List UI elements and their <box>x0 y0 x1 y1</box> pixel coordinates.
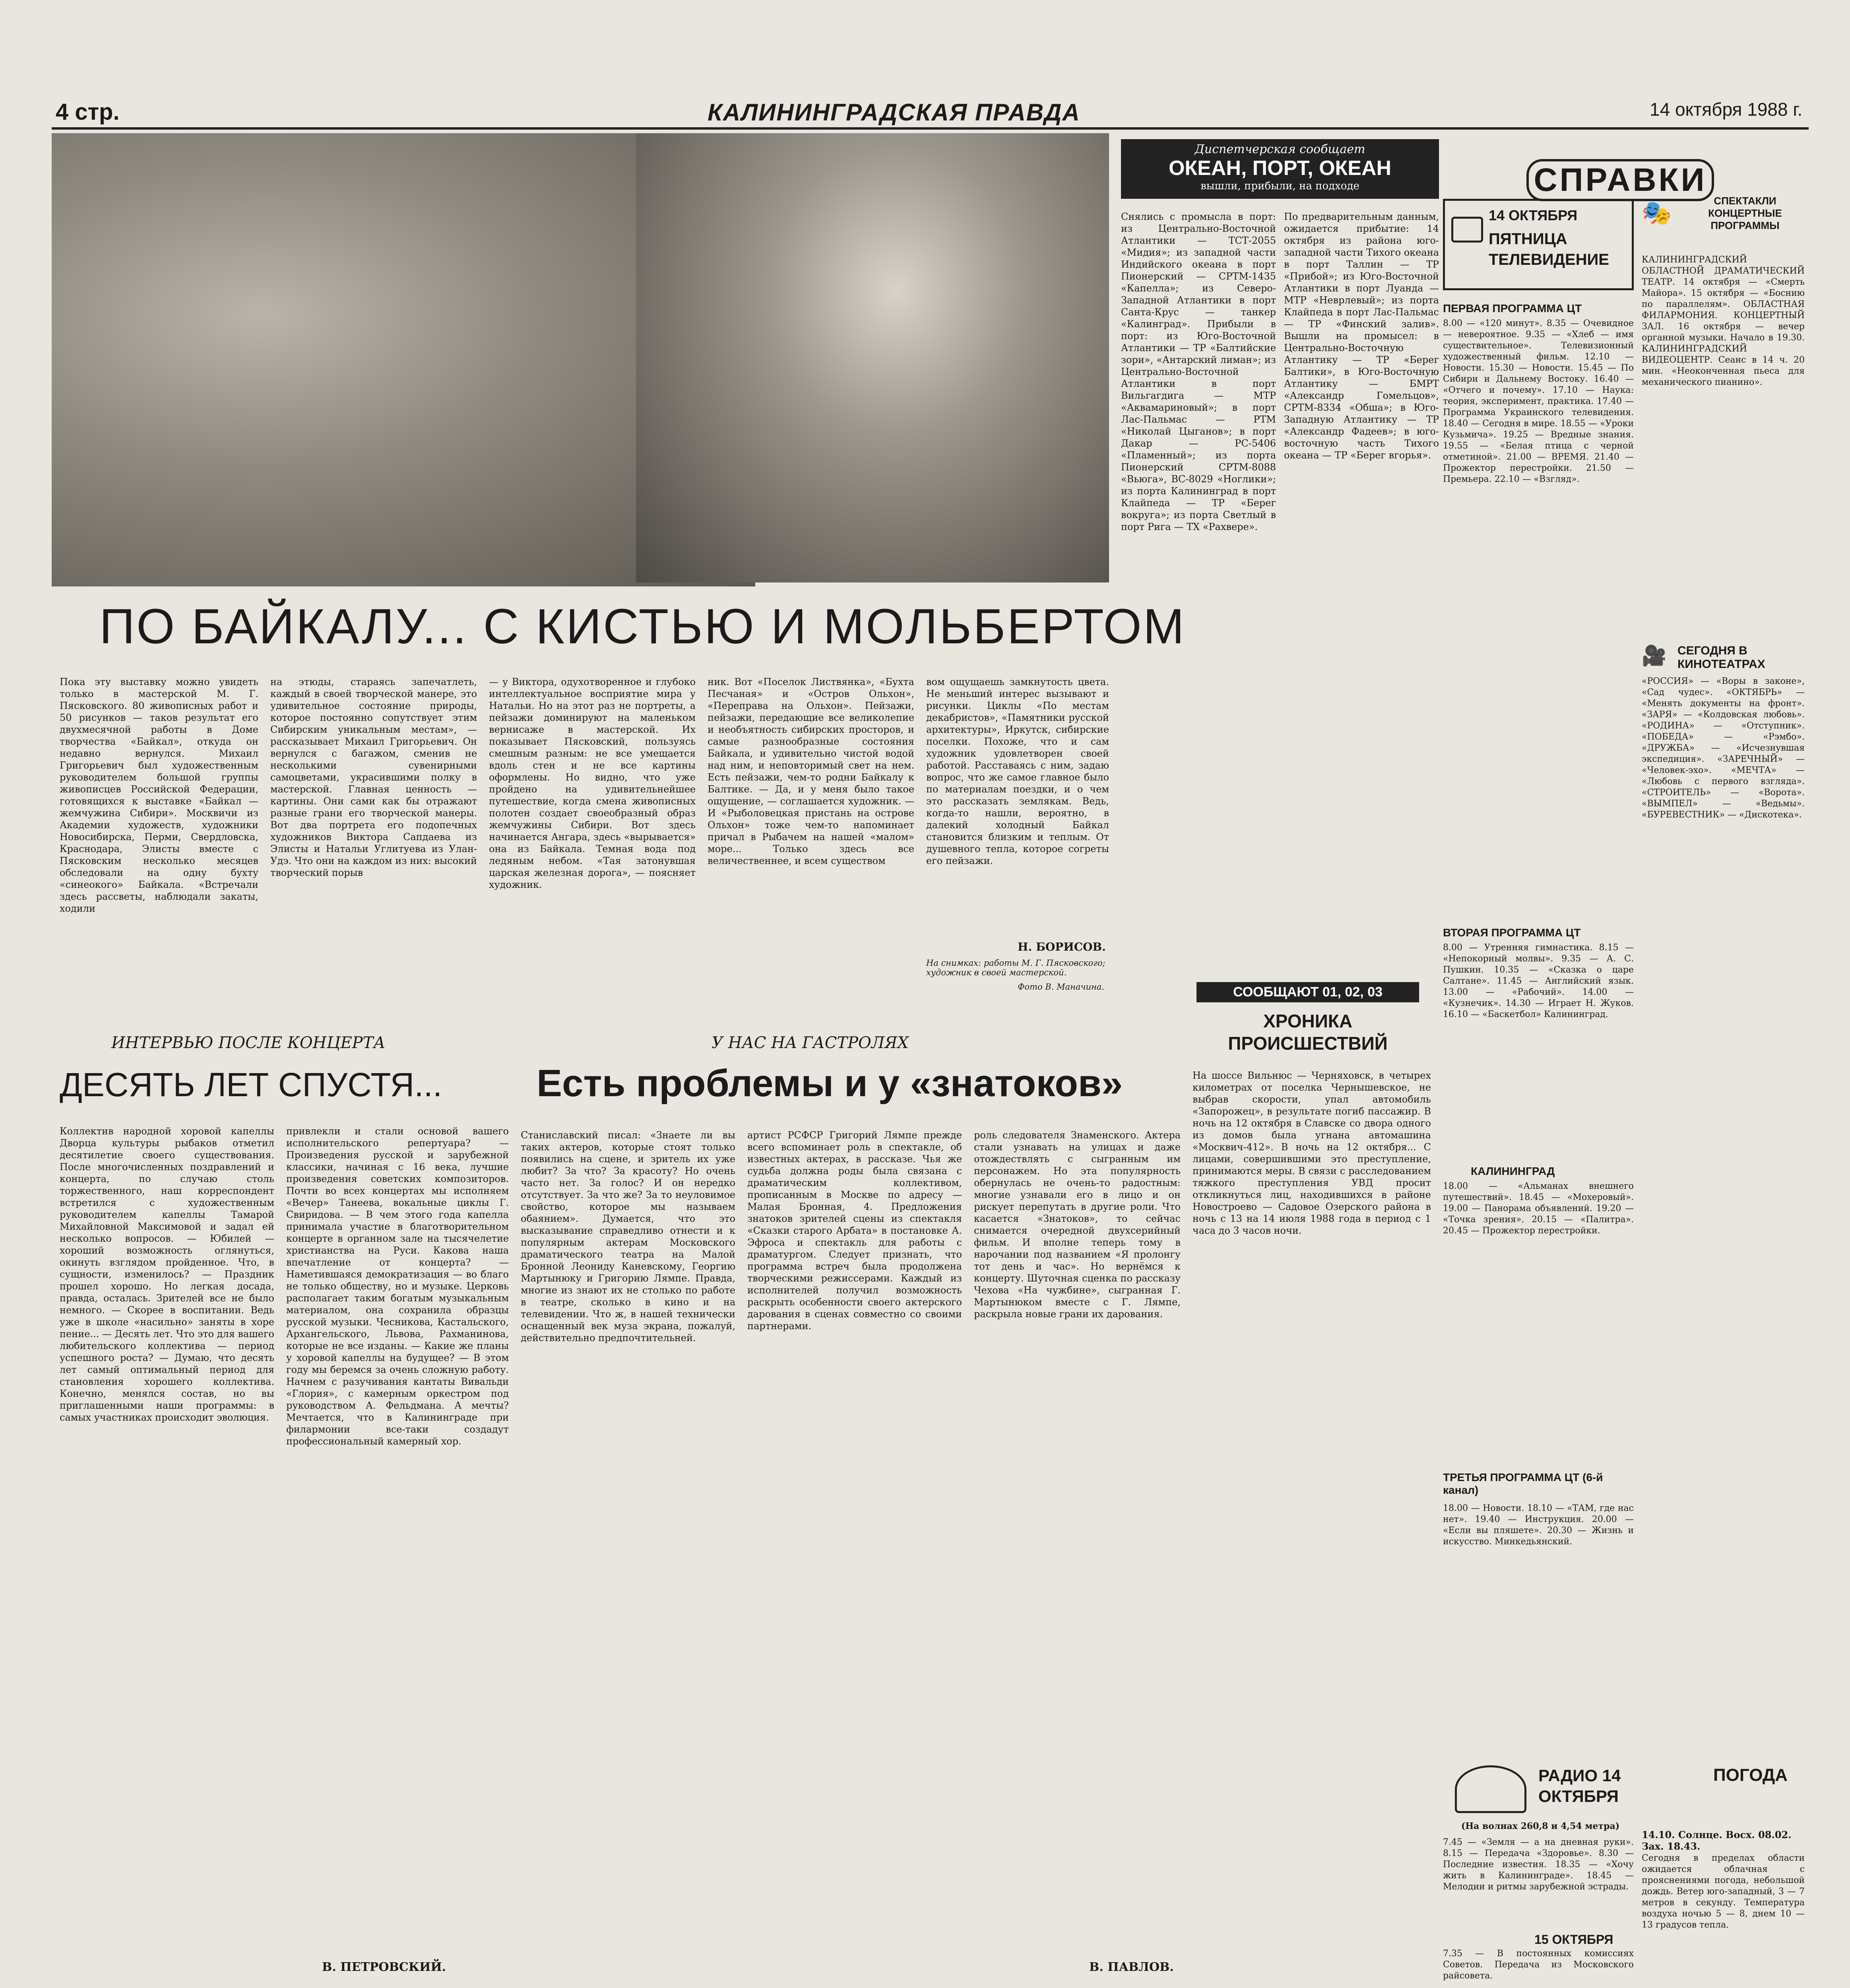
tv-third-program: 18.00 — Новости. 18.10 — «ТАМ, где нас нет». 19.40 — Инструкция. 20.00 — «Если вы пляшете». 20.30 — Жизнь и искусство. Минкедьянский. <box>1443 1503 1634 1547</box>
tv-kld-program: 18.00 — «Альманах внешнего путешествий». 18.45 — «Мохеровый». 19.00 — Панорама объявлений. 19.20 — «Точка зрения». 20.15 — «Палитра». 20.45 — Прожектор перестройки. <box>1443 1181 1634 1236</box>
header-rule <box>52 127 1809 130</box>
baikal-title: ПО БАЙКАЛУ... С КИСТЬЮ И МОЛЬБЕРТОМ <box>99 599 1186 654</box>
tv-first-program: 8.00 — «120 минут». 8.35 — Очевидное — невероятное. 9.35 — «Хлеб — имя существительное». Телевизионный художественный фильм. 12.10 — Новости. 15.30 — Новости. 15.45 — По Сибири и Дальнему Востоку. 16.40 — «Отчего и почему». 17.10 — Наука: теория, эксперимент, практика. 17.40 — Программа Украинского телевидения. 18.40 — Сегодня в мире. 18.55 — «Уроки Кузьмича». 19.25 — Вредные знания. 19.55 — «Белая птица с черной отметиной». 21.00 — ВРЕМЯ. 21.40 — Прожектор перестройки. 21.50 — Премьера. 22.10 — «Взгляд». <box>1443 318 1634 484</box>
page-date: 14 октября 1988 г. <box>1650 99 1803 120</box>
theatres-head: СПЕКТАКЛИ КОНЦЕРТНЫЕ ПРОГРАММЫ <box>1708 195 1782 231</box>
page-number: 4 стр. <box>56 99 120 125</box>
weather-text: Сегодня в пределах области ожидается облачная с прояснениями погода, небольшой дождь. Ветер юго-западный, 3 — 7 метров в секунду. Температура воздуха ночью 5 — 8, днем 10 — 13 градусов тепла. <box>1642 1853 1805 1930</box>
weather-sub: 14.10. Солнце. Восх. 08.02. Зах. 18.43. <box>1642 1829 1792 1852</box>
baikal-col-1: Пока эту выставку можно увидеть только в мастерской М. Г. Пясковского. 80 живописных работ и 50 рисунков — таков результат его двухмесячной работы в Доме творчества «Байкал», откуда он недавно вернулся. Михаил Григорьевич был художественным руководителем большой группы живописцев Российской Федерации, готовящихся к выставке «Байкал — жемчужина Сибири». Москвичи из Академии художеств, художники Новосибирска, Перми, Свердловска, Краснодара, Элисты вместе с Пясковским несколько месяцев обследовали на одну бухту «синеокого» Байкала. «Встречали здесь рассветы, наблюдали закаты, ходили <box>60 676 258 914</box>
ocean-title: ОКЕАН, ПОРТ, ОКЕАН <box>1168 157 1392 180</box>
theatre-masks-icon: 🎭 <box>1642 199 1672 227</box>
radio-wave: (На волнах 260,8 и 4,54 метра) <box>1461 1821 1620 1831</box>
theatres-text: КАЛИНИНГРАДСКИЙ ОБЛАСТНОЙ ДРАМАТИЧЕСКИЙ ТЕАТР. 14 октября — «Смерть Майора». 15 октября — «Боснию по параллелям». ОБЛАСТНАЯ ФИЛАРМОНИЯ. КОНЦЕРТНЫЙ ЗАЛ. 16 октября — вечер органной музыки. Начало в 19.30. КАЛИНИНГРАДСКИЙ ВИДЕОЦЕНТР. Сеанс в 14 ч. 20 мин. «Неоконченная пьеса для механического пианино». <box>1642 255 1805 387</box>
interview-col-2: привлекли и стали основой вашего исполнительского репертуара? — Произведения русской и зарубежной классики, начиная с 16 века, лучшие произведения советских композиторов. Почти во всех концертах мы исполняем «Вечер» Танеева, вокальные циклы Г. Свиридова. — В чем этого года капелла принимала участие в благотворительном концерте в органном зале на тысячелетие христианства на Руси. Какова наша впечатление от концерта? — Наметившаяся демократизация — во благо не только обществу, но и музыке. Церковь располагает таким богатым музыкальным материалом, она сохранила образцы русской музыки. Чесникова, Кастальского, Архангельского, Львова, Рахманинова, которые не все изданы. — Какие же планы у хоровой капеллы на будущее? — В этом году мы беремся за очень сложную работу. Начнем с разучивания кантаты Вивальди «Глория», с камерным оркестром под руководством А. Фельдмана. А мечты? Мечтается, что в Калининграде при филармонии все-таки создадут профессиональный камерный хор. <box>286 1126 509 1447</box>
baikal-col-3: — у Виктора, одухотворенное и глубоко интеллектуальное восприятие мира у Натальи. Но на этот раз не портреты, а пейзажи доминируют на маленьком вернисаже в мастерской. Их показывает Пясковский, пользуясь смешным разным: не все умещается вдоль стен и не все картины оформлены. Но видно, что уже пройдено на удивительнейшее путешествие, когда смена живописных полотен создает своеобразный образ жемчужины Сибири. Вот здесь начинается Ангара, здесь «вырывается» она из Байкала. Темная вода под ледяным небом. «Тая затонувшая царская железная дорога», — поясняет художник. <box>489 676 696 890</box>
radio-icon <box>1455 1765 1526 1813</box>
tv-icon <box>1451 217 1483 243</box>
ocean-col-1: Снялись с промысла в порт: из Центрально-Восточной Атлантики — ТСТ-2055 «Мидия»; из западной части Индийского океана в порт Пионерский — СРТМ-1435 «Капелла»; из Северо-Западной Атлантики в порт Санта-Крус — танкер «Калинград». Прибыли в порт: из Юго-Восточной Атлантики — ТР «Балтийские зори», «Антарский лиман»; из Центрально-Восточной Атлантики в порт Вильгагдига — МТР «Аквамариновый»; в порт Лас-Пальмас — РТМ «Николай Цыганов»; в порт Дакар — РС-5406 «Пламенный»; из порта Пионерский СРТМ-8088 «Вьюга», ВС-8029 «Ноглики»; из порта Калининград в порт Клайпеда — ТР «Берег вокруга»; из порта Светлый в порт Рига — ТХ «Рахвере». <box>1121 211 1276 532</box>
ocean-kicker: Диспетчерская сообщает <box>1195 142 1365 156</box>
cinema-icon: 🎥 <box>1642 644 1667 667</box>
tv-second-head: ВТОРАЯ ПРОГРАММА ЦТ <box>1443 926 1581 939</box>
ocean-col-2: По предварительным данным, ожидается прибытие: 14 октября из района юго-западной части Тихого океана в порт Таллин — ТР «Прибой»; из Юго-Восточной Атлантики в порт Луанда — МТР «Неврлевый»; из порта Клайпеда в порт Лас-Пальмас — ТР «Финский залив». Вышли на промысел: в Центрально-Восточную Атлантику — ТР «Берег Балтики», в Юго-Восточную Атлантику — БМРТ «Александр Гомельцов», СРТМ-8334 «Обша»; в Юго-Западную Атлантику — ТР «Александр Фадеев»; в юго-восточную часть Тихого океана — ТР «Берег вгорья». <box>1284 211 1439 461</box>
cinema-head: СЕГОДНЯ В КИНОТЕАТРАХ <box>1677 644 1765 671</box>
baikal-col-2: на этюды, стараясь запечатлеть, каждый в своей творческой манере, это удивительное состояние природы, которое постоянно сопутствует этим Сибирским уникальным местам», — рассказывает Михаил Григорьевич. Он вернулся с багажом, сменив не несколькими сувенирными самоцветами, украсившими полку в мастерской. Главная ценность — картины. Они сами как бы отражают разные грани его творческой манеры. Вот два портрета его подопечных художников Виктора Сапдаева из Элисты и Натальи Углитуева из Улан-Удэ. Что они на каждом из них: высокий творческий порыв <box>270 676 477 878</box>
chronicle-title: ХРОНИКА ПРОИСШЕСТВИЙ <box>1228 1011 1388 1054</box>
theatre-title: Есть проблемы и у «знатоков» <box>537 1062 1123 1105</box>
interview-title: ДЕСЯТЬ ЛЕТ СПУСТЯ... <box>60 1066 442 1103</box>
radio-title: РАДИО 14 ОКТЯБРЯ <box>1538 1766 1621 1806</box>
artist-portrait-photo <box>636 133 1109 582</box>
chronicle-kicker: СООБЩАЮТ 01, 02, 03 <box>1196 982 1419 1002</box>
tv-date: 14 ОКТЯБРЯ <box>1489 207 1578 223</box>
tv-third-head: ТРЕТЬЯ ПРОГРАММА ЦТ (6-й канал) <box>1443 1471 1603 1496</box>
cinema-text: «РОССИЯ» — «Воры в законе», «Сад чудес». «ОКТЯБРЬ» — «Менять документы на фронт». «ЗАРЯ» — «Колдовская любовь». «РОДИНА» — «Отступник». «ПОБЕДА» — «Рэмбо». «ДРУЖБА» — «Исчезнувшая экспедиция». «ЗАРЕЧНЫЙ» — «Человек-эхо». «МЕЧТА» — «Любовь с первого взгляда». «СТРОИТЕЛЬ» — «Ворота». «ВЫМПЕЛ» — «Ведьмы». «БУРЕВЕСТНИК» — «Дискотека». <box>1642 676 1805 820</box>
spravki-title: СПРАВКИ <box>1526 159 1714 201</box>
ocean-subtitle: вышли, прибыли, на подходе <box>1200 180 1359 192</box>
baikal-caption: На снимках: работы М. Г. Пясковского; художник в своей мастерской. <box>926 958 1105 977</box>
radio-program: 7.45 — «Земля — а на дневная руки». 8.15 — Передача «Здоровье». 8.30 — Последние известия. 18.35 — «Хочу жить в Калининграде». 18.45 — Мелодии и ритмы зарубежной эстрады. <box>1443 1837 1634 1892</box>
weather-head: ПОГОДА <box>1713 1765 1788 1785</box>
radio-program2: 7.35 — В постоянных комиссиях Советов. Передача из Московского райсовета. <box>1443 1949 1634 1981</box>
interview-col-1: Коллектив народной хоровой капеллы Дворца культуры рыбаков отметил десятилетие своего существования. После многочисленных поздравлений и концерта, по случаю столь торжественного, наш корреспондент встретился с художественным руководителем капеллы Тамарой Михайловной Максимовой и задал ей несколько вопросов. — Юбилей — хороший возможность оглянуться, окинуть взглядом пройденное. Что, в сущности, изменилось? — Праздник прошел хорошо. Но легкая досада, правда, осталась. Зрителей все не было немного. — Скорее в воспитании. Ведь уже в школе «насильно» заняты в хоре пение... — Десять лет. Что это для вашего любительского коллектива — период успешного роста? — Думаю, что десять лет самый оптимальный период для становления хорошего коллектива. Конечно, менялся состав, но вы приглашенными наши программы: в самых участниках происходит эволюция. <box>60 1126 274 1423</box>
radio-date2: 15 ОКТЯБРЯ <box>1534 1932 1613 1947</box>
tv-second-program: 8.00 — Утренняя гимнастика. 8.15 — «Непокорный молвы». 9.35 — А. С. Пушкин. 10.35 — «Сказка о царе Салтане». 11.45 — Английский язык. 13.00 — «Рабочий». 14.00 — «Кузнечик». 14.30 — Играет Н. Жуков. 16.10 — «Баскетбол» Калининград. <box>1443 943 1634 1019</box>
ocean-header-box <box>1121 139 1439 199</box>
tv-kld-head: КАЛИНИНГРАД <box>1471 1165 1555 1177</box>
tv-title: ПЯТНИЦА ТЕЛЕВИДЕНИЕ <box>1489 230 1609 268</box>
theatre-col-3: роль следователя Знаменского. Актера стали узнавать на улицах и даже отождествлять с сыгранным им персонажем. Но эта популярность обернулась не очень-то радостным: многие узнавали его в лицо и он рискует перепутать в другие роли. Что касается «Знатоков», то сейчас снимается очередной двухсерийный фильм. И вполне теперь тому в нарочании под названием «Я пролонгу тот день и час». Но вернёмся к концерту. Шуточная сценка по рассказу Чехова «На чужбине», сыгранная Г. Мартынюком вместе с Г. Лямпе, раскрыла новые грани их дарования. <box>974 1130 1181 1320</box>
theatre-col-2: артист РСФСР Григорий Лямпе прежде всего вспоминает роль в спектакле, об известных актерах, в рассказе. Чья же судьба должна роды была связана с драматическим коллективом, прописанным в Москве по адресу — Малая Бронная, 4. Предложения знатоков зрителей сцены из спектакля «Сказки старого Арбата» в постановке А. Эфроса и спектакль для работы с драматургом. Следует признать, что программа встреч была продолжена творческими режиссерами. Каждый из исполнителей получил возможность раскрыть особенности своего актерского дарования в сценах совместно со своими партнерами. <box>747 1130 962 1332</box>
theatre-col-1: Станиславский писал: «Знаете ли вы таких актеров, которые стоят только появились на сцене, и зритель их уже любит? За что? За красоту? Но очень часто нет. За голос? И он нередко отсутствует. За что же? За то неуловимое свойство, которое мы называем обаянием». Думается, что это высказывание справедливо отнести и к популярным актерам Московского драматического театра на Малой Бронной Леониду Каневскому, Георгию Мартынюку и Григорию Лямпе. Правда, многие из знают их не столько по работе в театре, сколько в кино и на телевидении. Что ж, в нашей технически оснащенный век муза экрана, пожалуй, действительно предпочтительней. <box>521 1130 735 1343</box>
interview-kicker: ИНТЕРВЬЮ ПОСЛЕ КОНЦЕРТА <box>111 1034 386 1052</box>
baikal-author: Н. БОРИСОВ. <box>1018 940 1106 953</box>
baikal-photo-credit: Фото В. Маначина. <box>1018 982 1105 992</box>
masthead: КАЛИНИНГРАДСКАЯ ПРАВДА <box>708 99 1080 126</box>
baikal-col-4: ник. Вот «Поселок Листвянка», «Бухта Песчаная» и «Остров Ольхон», «Переправа на Ольхон». Пейзажи, пейзажи, передающие все великолепие и необъятность сибирских просторов, и самые разнообразные состояния Байкала, и удивительно чистой водой над ним, и неповторимый свет на нем. Есть пейзажи, чем-то родни Байкалу к Балтике. — Да, и у меня было такое ощущение, — соглашается художник. — И «Рыболовецкая пристань на острове Ольхон» тоже чем-то напоминает причал в Рыбачем на нашей «малом» море... Только здесь все величественнее, и всем существом <box>708 676 914 866</box>
theatre-kicker: У НАС НА ГАСТРОЛЯХ <box>712 1034 909 1052</box>
chronicle-col: На шоссе Вильнюс — Черняховск, в четырех километрах от поселка Чернышевское, не выбрав скорости, упал автомобиль «Запорожец», в результате погиб пассажир. В ночь на 12 октября в Славске со двора одного из домов была угнана автомашина «Москвич-412». В ночь на 12 октября... С лицами, совершившими это преступление, принимаются меры. В связи с расследованием тяжкого преступления УВД просит откликнуться лиц, находившихся в районе Новостроево — Садовое Озерского района в ночь с 13 на 14 июля 1988 года в период с 1 часа до 3 часов ночи. <box>1193 1070 1431 1236</box>
interview-author: В. ПЕТРОВСКИЙ. <box>322 1960 446 1974</box>
tv-header-box <box>1443 199 1634 290</box>
baikal-col-5: вом ощущаешь замкнутость цвета. Не меньший интерес вызывают и рисунки. Циклы «По местам декабристов», «Памятники русской архитектуры», Иркутск, сибирские поселки. Похоже, что и сам художник удовлетворен своей работой. Расставаясь с ним, задаю вопрос, что же самое главное было по материалам поездки, и о чем это рассказать землякам. Ведь, когда-то нашли, вероятно, в далекий холодный Байкал становится близким и теплым. От душевного тепла, которое согреты его пейзажи. <box>926 676 1109 866</box>
tv-first-head: ПЕРВАЯ ПРОГРАММА ЦТ <box>1443 302 1582 315</box>
theatre-author: В. ПАВЛОВ. <box>1089 1960 1174 1974</box>
